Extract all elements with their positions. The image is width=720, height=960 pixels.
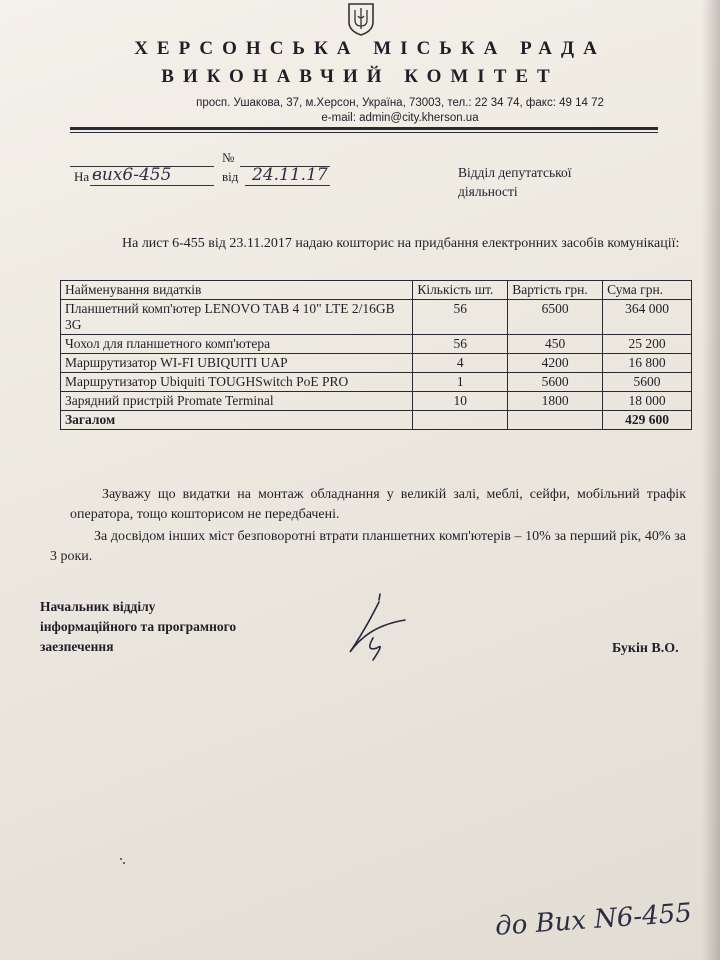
paper-speck xyxy=(120,858,122,860)
cell-price: 6500 xyxy=(508,300,603,335)
from-label: від xyxy=(222,169,239,184)
letterhead-rule-thin xyxy=(70,132,658,133)
total-value: 429 600 xyxy=(603,411,692,430)
signature-title-line2: інформаційного та програмного xyxy=(40,619,237,634)
total-label: Загалом xyxy=(61,411,413,430)
col-header-price: Вартість грн. xyxy=(508,281,603,300)
recipient-block xyxy=(458,163,571,201)
cell-empty xyxy=(508,411,603,430)
table-total-row xyxy=(61,411,692,430)
col-header-sum: Сума грн. xyxy=(603,281,692,300)
from-line xyxy=(245,185,330,186)
table-row xyxy=(61,335,692,354)
cell-qty: 56 xyxy=(413,300,508,335)
signature-title-line3: заезпечення xyxy=(40,639,114,654)
org-name-line1: ХЕРСОНСЬКА МІСЬКА РАДА xyxy=(134,38,606,59)
cell-qty: 56 xyxy=(413,335,508,354)
note-paragraph-1: Зауважу що видатки на монтаж обладнання у великій залі, меблі, сейфи, мобільний трафік оператора, тощо кошторисом не передбачені. xyxy=(70,487,686,522)
cell-name: Планшетний комп'ютер LENOVO TAB 4 10" LTE 2/16GB 3G xyxy=(61,300,413,335)
cell-price: 1800 xyxy=(508,392,603,411)
intro-paragraph: На лист 6-455 від 23.11.2017 надаю кошторис на придбання електронних засобів комунікації: xyxy=(122,236,680,251)
cell-sum: 5600 xyxy=(603,373,692,392)
cell-price: 450 xyxy=(508,335,603,354)
on-line xyxy=(90,185,214,186)
cell-qty: 10 xyxy=(413,392,508,411)
number-label: № xyxy=(222,150,235,165)
cell-name: Чохол для планшетного комп'ютера xyxy=(61,335,413,354)
trident-coat-of-arms-icon xyxy=(346,2,376,36)
from-value-handwritten: 24.11.17 xyxy=(252,165,328,185)
cell-name: Маршрутизатор Ubiquiti TOUGHSwitch PoE PRO xyxy=(61,373,413,392)
note-paragraph-2: За досвідом інших міст безповоротні втрати планшетних комп'ютерів – 10% за перший рік, 40% за 3 роки. xyxy=(50,529,686,564)
recipient-line2: діяльності xyxy=(458,184,518,199)
cell-name: Маршрутизатор WI-FI UBIQUITI UAP xyxy=(61,354,413,373)
cell-sum: 364 000 xyxy=(603,300,692,335)
cell-qty: 4 xyxy=(413,354,508,373)
recipient-line1: Відділ депутатської xyxy=(458,165,572,180)
cell-empty xyxy=(413,411,508,430)
on-label: На xyxy=(74,169,90,184)
org-address: просп. Ушакова, 37, м.Херсон, Україна, 73003, тел.: 22 34 74, факс: 49 14 72 xyxy=(196,97,604,109)
signer-name: Букін В.О. xyxy=(612,641,679,656)
cell-name: Зарядний пристрій Promate Terminal xyxy=(61,392,413,411)
letterhead-rule-thick xyxy=(70,127,658,130)
signature-title-line1: Начальник відділу xyxy=(40,599,156,614)
cell-qty: 1 xyxy=(413,373,508,392)
cell-sum: 18 000 xyxy=(603,392,692,411)
handwritten-bottom-note: до Вих N6-455 xyxy=(494,898,693,942)
org-name-line2: ВИКОНАВЧИЙ КОМІТЕТ xyxy=(161,66,559,87)
cell-price: 5600 xyxy=(508,373,603,392)
cell-sum: 16 800 xyxy=(603,354,692,373)
budget-table xyxy=(60,280,692,430)
page-edge-shadow xyxy=(702,0,720,960)
table-row xyxy=(61,392,692,411)
on-value-handwritten: вих6-455 xyxy=(92,165,172,185)
table-row xyxy=(61,300,692,335)
cell-sum: 25 200 xyxy=(603,335,692,354)
col-header-name: Найменування видатків xyxy=(61,281,413,300)
table-row xyxy=(61,373,692,392)
signature-title-block xyxy=(40,597,236,657)
table-header-row xyxy=(61,281,692,300)
col-header-qty: Кількість шт. xyxy=(413,281,508,300)
cell-price: 4200 xyxy=(508,354,603,373)
paper-speck xyxy=(123,862,125,864)
table-row xyxy=(61,354,692,373)
handwritten-signature xyxy=(335,590,415,670)
org-email: e-mail: admin@city.kherson.ua xyxy=(321,112,479,124)
